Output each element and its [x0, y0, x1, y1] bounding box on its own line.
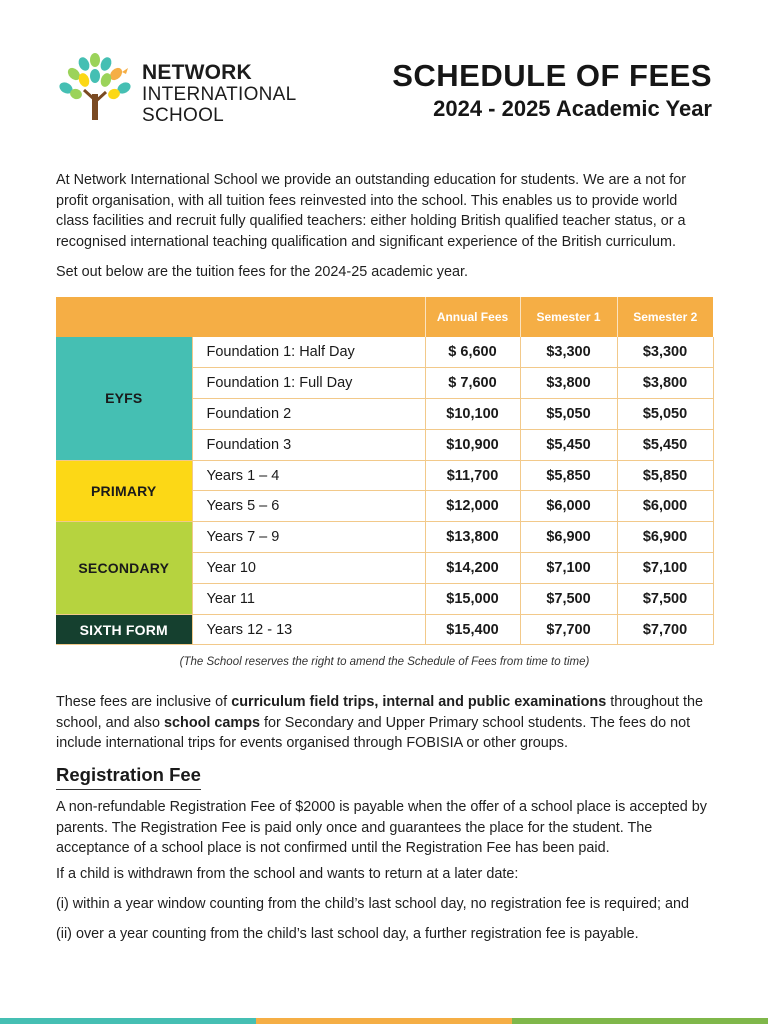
- semester-1-fee: $6,000: [520, 491, 617, 522]
- annual-fee: $ 6,600: [425, 337, 520, 368]
- section-sixth-form: SIXTH FORM: [56, 614, 192, 645]
- table-row: [56, 337, 713, 368]
- semester-1-fee: $7,500: [520, 583, 617, 614]
- annual-fee: $12,000: [425, 491, 520, 522]
- inclusive-bold-2: school camps: [164, 714, 260, 731]
- annual-fee: $15,400: [425, 614, 520, 645]
- header-title-block: [392, 58, 712, 124]
- semester-1-fee: $5,450: [520, 429, 617, 460]
- semester-2-fee: $5,850: [617, 460, 713, 491]
- course-name: Foundation 1: Half Day: [192, 337, 425, 368]
- annual-fee: $15,000: [425, 583, 520, 614]
- course-name: Year 11: [192, 583, 425, 614]
- course-name: Foundation 1: Full Day: [192, 368, 425, 399]
- table-header-row: [56, 297, 713, 337]
- set-out-paragraph: Set out below are the tuition fees for the 2024-25 academic year.: [56, 264, 468, 280]
- semester-2-fee: $7,700: [617, 614, 713, 645]
- inclusive-text-1: These fees are inclusive of: [56, 694, 232, 710]
- course-name: Foundation 3: [192, 429, 425, 460]
- page-subtitle: 2024 - 2025 Academic Year: [433, 96, 712, 121]
- annual-fee: $11,700: [425, 460, 520, 491]
- registration-paragraph-2: If a child is withdrawn from the school and wants to return at a later date:: [56, 866, 519, 882]
- semester-2-fee: $6,900: [617, 522, 713, 553]
- section-secondary: SECONDARY: [56, 522, 192, 614]
- course-name: Years 12 - 13: [192, 614, 425, 645]
- semester-2-fee: $6,000: [617, 491, 713, 522]
- header-blank: [56, 297, 425, 337]
- course-name: Year 10: [192, 553, 425, 584]
- annual-fee: $10,900: [425, 429, 520, 460]
- semester-1-fee: $3,300: [520, 337, 617, 368]
- semester-2-fee: $7,100: [617, 553, 713, 584]
- registration-paragraph-1: A non-refundable Registration Fee of $2000 is payable when the offer of a school place is accepted by parents. The Registration Fee is paid only once and guarantees the place for the student. The acceptance of a school place is not confirmed until the Registration Fee has been paid.: [56, 799, 707, 856]
- annual-fee: $ 7,600: [425, 368, 520, 399]
- annual-fee: $14,200: [425, 553, 520, 584]
- bottom-color-bar: [0, 1018, 768, 1024]
- logo-line-1: NETWORK: [142, 61, 252, 84]
- tree-logo-icon: [56, 50, 136, 126]
- semester-2-fee: $5,450: [617, 429, 713, 460]
- course-name: Years 7 – 9: [192, 522, 425, 553]
- header-semester-1: Semester 1: [520, 297, 617, 337]
- semester-1-fee: $6,900: [520, 522, 617, 553]
- semester-2-fee: $3,300: [617, 337, 713, 368]
- table-row: [56, 460, 713, 491]
- registration-paragraph-4: (ii) over a year counting from the child’s last school day, a further registration fee is payable.: [56, 926, 639, 942]
- course-name: Years 1 – 4: [192, 460, 425, 491]
- semester-2-fee: $5,050: [617, 399, 713, 430]
- semester-2-fee: $7,500: [617, 583, 713, 614]
- inclusive-paragraph: [56, 692, 714, 754]
- logo-wordmark: [142, 62, 297, 125]
- section-primary: PRIMARY: [56, 460, 192, 522]
- course-name: Foundation 2: [192, 399, 425, 430]
- section-eyfs: EYFS: [56, 337, 192, 460]
- course-name: Years 5 – 6: [192, 491, 425, 522]
- intro-paragraph: At Network International School we provide an outstanding education for students. We are a not for profit organisation, with all tuition fees reinvested into the school. This enables us to provide world class facilities and recruit fully qualified teachers: either holding British qualified teacher status, or a recognised international teaching qualification and significant experience of the British curriculum.: [56, 172, 687, 250]
- bar-segment-green: [512, 1018, 768, 1024]
- inclusive-bold-1: curriculum field trips, internal and public examinations: [231, 694, 607, 710]
- header-annual-fees: Annual Fees: [425, 297, 520, 337]
- semester-1-fee: $3,800: [520, 368, 617, 399]
- inclusive-text-3: for Secondary and Upper Primary school students. The fees do not include international trips for events organised through FOBISIA or other groups.: [56, 714, 691, 751]
- bar-segment-teal: [0, 1018, 256, 1024]
- annual-fee: $13,800: [425, 522, 520, 553]
- registration-paragraph-3: (i) within a year window counting from the child’s last school day, no registration fee is required; and: [56, 896, 689, 912]
- bar-segment-orange: [256, 1018, 512, 1024]
- page-title: SCHEDULE OF FEES: [392, 58, 712, 93]
- semester-1-fee: $7,700: [520, 614, 617, 645]
- table-row: [56, 522, 713, 553]
- fees-table: [56, 297, 714, 645]
- logo-line-2: INTERNATIONAL: [142, 84, 297, 105]
- inclusive-text-2: throughout the school, and also: [56, 694, 704, 731]
- school-logo: [56, 50, 296, 126]
- semester-1-fee: $7,100: [520, 553, 617, 584]
- table-row: [56, 614, 713, 645]
- registration-heading: Registration Fee: [56, 764, 201, 790]
- fees-note: (The School reserves the right to amend the Schedule of Fees from time to time): [179, 656, 590, 668]
- semester-1-fee: $5,050: [520, 399, 617, 430]
- annual-fee: $10,100: [425, 399, 520, 430]
- logo-line-3: SCHOOL: [142, 105, 225, 126]
- semester-2-fee: $3,800: [617, 368, 713, 399]
- header-semester-2: Semester 2: [617, 297, 713, 337]
- semester-1-fee: $5,850: [520, 460, 617, 491]
